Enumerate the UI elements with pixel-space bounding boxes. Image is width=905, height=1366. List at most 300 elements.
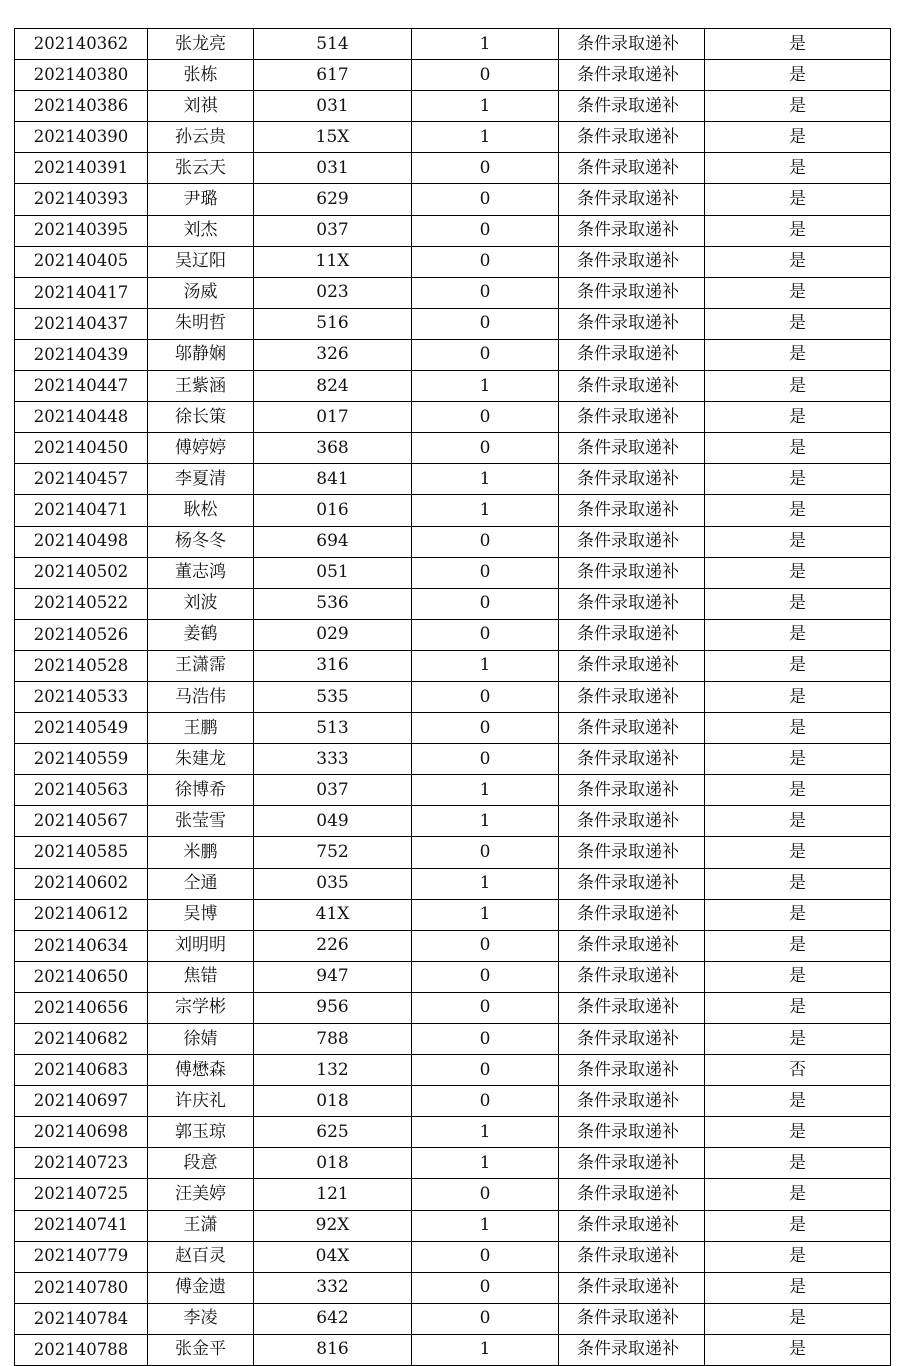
table-body	[15, 29, 891, 1366]
student-id-cell: 202140457	[15, 464, 148, 495]
id-suffix-cell: 788	[254, 1024, 412, 1055]
student-id-cell: 202140528	[15, 650, 148, 681]
name-cell: 赵百灵	[148, 1241, 254, 1272]
student-id-cell: 202140549	[15, 713, 148, 744]
status-cell: 是	[705, 1210, 891, 1241]
status-cell: 是	[705, 277, 891, 308]
id-suffix-cell: 516	[254, 308, 412, 339]
admission-type-cell: 条件录取递补	[559, 1303, 705, 1334]
table-row	[15, 464, 891, 495]
id-suffix-cell: 535	[254, 681, 412, 712]
name-cell: 宗学彬	[148, 992, 254, 1023]
table-row	[15, 1117, 891, 1148]
student-id-cell: 202140390	[15, 122, 148, 153]
name-cell: 傅婷婷	[148, 433, 254, 464]
table-row	[15, 29, 891, 60]
student-id-cell: 202140498	[15, 526, 148, 557]
status-cell: 是	[705, 1334, 891, 1365]
table-row	[15, 588, 891, 619]
status-cell: 是	[705, 1117, 891, 1148]
name-cell: 刘祺	[148, 91, 254, 122]
name-cell: 杨冬冬	[148, 526, 254, 557]
admission-type-cell: 条件录取递补	[559, 1086, 705, 1117]
id-suffix-cell: 514	[254, 29, 412, 60]
table-row	[15, 1272, 891, 1303]
student-id-cell: 202140602	[15, 868, 148, 899]
admission-type-cell: 条件录取递补	[559, 464, 705, 495]
id-suffix-cell: 031	[254, 91, 412, 122]
flag-cell: 1	[412, 868, 559, 899]
table-row	[15, 713, 891, 744]
name-cell: 米鹏	[148, 837, 254, 868]
admission-type-cell: 条件录取递补	[559, 961, 705, 992]
table-row	[15, 806, 891, 837]
student-id-cell: 202140559	[15, 744, 148, 775]
flag-cell: 1	[412, 371, 559, 402]
name-cell: 徐长策	[148, 402, 254, 433]
flag-cell: 0	[412, 246, 559, 277]
admission-type-cell: 条件录取递补	[559, 650, 705, 681]
id-suffix-cell: 617	[254, 60, 412, 91]
status-cell: 是	[705, 1024, 891, 1055]
status-cell: 是	[705, 930, 891, 961]
name-cell: 朱建龙	[148, 744, 254, 775]
status-cell: 是	[705, 744, 891, 775]
status-cell: 是	[705, 91, 891, 122]
table-row	[15, 1210, 891, 1241]
name-cell: 李夏清	[148, 464, 254, 495]
id-suffix-cell: 016	[254, 495, 412, 526]
id-suffix-cell: 132	[254, 1055, 412, 1086]
student-id-cell: 202140567	[15, 806, 148, 837]
name-cell: 王潇	[148, 1210, 254, 1241]
student-id-cell: 202140780	[15, 1272, 148, 1303]
table-row	[15, 1334, 891, 1365]
name-cell: 邬静娴	[148, 339, 254, 370]
student-id-cell: 202140533	[15, 681, 148, 712]
table-row	[15, 961, 891, 992]
name-cell: 段意	[148, 1148, 254, 1179]
admission-type-cell: 条件录取递补	[559, 930, 705, 961]
name-cell: 董志鸿	[148, 557, 254, 588]
table-row	[15, 371, 891, 402]
student-id-cell: 202140391	[15, 153, 148, 184]
status-cell: 是	[705, 433, 891, 464]
flag-cell: 0	[412, 557, 559, 588]
id-suffix-cell: 316	[254, 650, 412, 681]
status-cell: 是	[705, 713, 891, 744]
id-suffix-cell: 049	[254, 806, 412, 837]
document-page	[14, 28, 890, 1366]
admission-type-cell: 条件录取递补	[559, 868, 705, 899]
status-cell: 是	[705, 184, 891, 215]
table-row	[15, 557, 891, 588]
status-cell: 是	[705, 588, 891, 619]
admission-type-cell: 条件录取递补	[559, 122, 705, 153]
name-cell: 许庆礼	[148, 1086, 254, 1117]
student-id-cell: 202140526	[15, 619, 148, 650]
id-suffix-cell: 332	[254, 1272, 412, 1303]
table-row	[15, 681, 891, 712]
flag-cell: 1	[412, 1210, 559, 1241]
admission-type-cell: 条件录取递补	[559, 495, 705, 526]
name-cell: 李凌	[148, 1303, 254, 1334]
student-id-cell: 202140417	[15, 277, 148, 308]
admission-type-cell: 条件录取递补	[559, 1117, 705, 1148]
flag-cell: 0	[412, 433, 559, 464]
id-suffix-cell: 326	[254, 339, 412, 370]
student-id-cell: 202140380	[15, 60, 148, 91]
admission-type-cell: 条件录取递补	[559, 1148, 705, 1179]
status-cell: 是	[705, 402, 891, 433]
status-cell: 是	[705, 1303, 891, 1334]
id-suffix-cell: 642	[254, 1303, 412, 1334]
student-id-cell: 202140725	[15, 1179, 148, 1210]
flag-cell: 1	[412, 1148, 559, 1179]
flag-cell: 0	[412, 1241, 559, 1272]
name-cell: 仝通	[148, 868, 254, 899]
flag-cell: 0	[412, 308, 559, 339]
status-cell: 是	[705, 29, 891, 60]
name-cell: 徐婧	[148, 1024, 254, 1055]
admission-type-cell: 条件录取递补	[559, 1055, 705, 1086]
name-cell: 马浩伟	[148, 681, 254, 712]
id-suffix-cell: 017	[254, 402, 412, 433]
flag-cell: 0	[412, 1086, 559, 1117]
name-cell: 吴博	[148, 899, 254, 930]
name-cell: 朱明哲	[148, 308, 254, 339]
status-cell: 是	[705, 526, 891, 557]
student-id-cell: 202140682	[15, 1024, 148, 1055]
name-cell: 张莹雪	[148, 806, 254, 837]
name-cell: 汪美婷	[148, 1179, 254, 1210]
admission-type-cell: 条件录取递补	[559, 744, 705, 775]
flag-cell: 0	[412, 930, 559, 961]
name-cell: 汤威	[148, 277, 254, 308]
table-row	[15, 495, 891, 526]
student-id-cell: 202140683	[15, 1055, 148, 1086]
table-row	[15, 60, 891, 91]
id-suffix-cell: 11X	[254, 246, 412, 277]
status-cell: 是	[705, 246, 891, 277]
student-id-cell: 202140698	[15, 1117, 148, 1148]
status-cell: 是	[705, 308, 891, 339]
student-id-cell: 202140697	[15, 1086, 148, 1117]
admission-type-cell: 条件录取递补	[559, 837, 705, 868]
table-row	[15, 1241, 891, 1272]
student-id-cell: 202140395	[15, 215, 148, 246]
admission-type-cell: 条件录取递补	[559, 339, 705, 370]
name-cell: 郭玉琼	[148, 1117, 254, 1148]
name-cell: 傅懋森	[148, 1055, 254, 1086]
id-suffix-cell: 41X	[254, 899, 412, 930]
table-row	[15, 650, 891, 681]
id-suffix-cell: 029	[254, 619, 412, 650]
table-row	[15, 526, 891, 557]
status-cell: 是	[705, 681, 891, 712]
name-cell: 王紫涵	[148, 371, 254, 402]
table-row	[15, 215, 891, 246]
admission-type-cell: 条件录取递补	[559, 1210, 705, 1241]
id-suffix-cell: 333	[254, 744, 412, 775]
admission-type-cell: 条件录取递补	[559, 215, 705, 246]
id-suffix-cell: 625	[254, 1117, 412, 1148]
admission-type-cell: 条件录取递补	[559, 433, 705, 464]
student-id-cell: 202140650	[15, 961, 148, 992]
student-id-cell: 202140386	[15, 91, 148, 122]
status-cell: 是	[705, 899, 891, 930]
status-cell: 是	[705, 215, 891, 246]
flag-cell: 1	[412, 650, 559, 681]
status-cell: 是	[705, 806, 891, 837]
table-row	[15, 246, 891, 277]
id-suffix-cell: 368	[254, 433, 412, 464]
student-id-cell: 202140362	[15, 29, 148, 60]
flag-cell: 1	[412, 29, 559, 60]
flag-cell: 1	[412, 1117, 559, 1148]
id-suffix-cell: 947	[254, 961, 412, 992]
name-cell: 刘波	[148, 588, 254, 619]
table-row	[15, 1024, 891, 1055]
status-cell: 否	[705, 1055, 891, 1086]
table-row	[15, 1055, 891, 1086]
status-cell: 是	[705, 495, 891, 526]
status-cell: 是	[705, 1086, 891, 1117]
name-cell: 焦错	[148, 961, 254, 992]
flag-cell: 0	[412, 619, 559, 650]
admission-type-cell: 条件录取递补	[559, 371, 705, 402]
flag-cell: 0	[412, 744, 559, 775]
admission-type-cell: 条件录取递补	[559, 899, 705, 930]
table-row	[15, 153, 891, 184]
table-row	[15, 868, 891, 899]
flag-cell: 0	[412, 1055, 559, 1086]
student-id-cell: 202140784	[15, 1303, 148, 1334]
student-id-cell: 202140612	[15, 899, 148, 930]
admission-type-cell: 条件录取递补	[559, 681, 705, 712]
id-suffix-cell: 035	[254, 868, 412, 899]
flag-cell: 0	[412, 153, 559, 184]
flag-cell: 0	[412, 1179, 559, 1210]
flag-cell: 0	[412, 1024, 559, 1055]
status-cell: 是	[705, 650, 891, 681]
flag-cell: 0	[412, 277, 559, 308]
student-id-cell: 202140656	[15, 992, 148, 1023]
status-cell: 是	[705, 1272, 891, 1303]
status-cell: 是	[705, 868, 891, 899]
flag-cell: 1	[412, 122, 559, 153]
table-row	[15, 1179, 891, 1210]
status-cell: 是	[705, 1148, 891, 1179]
id-suffix-cell: 037	[254, 215, 412, 246]
id-suffix-cell: 121	[254, 1179, 412, 1210]
table-row	[15, 339, 891, 370]
status-cell: 是	[705, 339, 891, 370]
student-id-cell: 202140723	[15, 1148, 148, 1179]
student-id-cell: 202140437	[15, 308, 148, 339]
student-id-cell: 202140788	[15, 1334, 148, 1365]
status-cell: 是	[705, 60, 891, 91]
flag-cell: 0	[412, 1303, 559, 1334]
table-row	[15, 930, 891, 961]
table-row	[15, 122, 891, 153]
name-cell: 张云天	[148, 153, 254, 184]
admission-type-cell: 条件录取递补	[559, 29, 705, 60]
status-cell: 是	[705, 153, 891, 184]
id-suffix-cell: 018	[254, 1148, 412, 1179]
status-cell: 是	[705, 557, 891, 588]
status-cell: 是	[705, 1241, 891, 1272]
student-id-cell: 202140450	[15, 433, 148, 464]
name-cell: 刘明明	[148, 930, 254, 961]
table-row	[15, 308, 891, 339]
id-suffix-cell: 513	[254, 713, 412, 744]
table-row	[15, 1303, 891, 1334]
admission-type-cell: 条件录取递补	[559, 308, 705, 339]
name-cell: 王鹏	[148, 713, 254, 744]
admission-type-cell: 条件录取递补	[559, 402, 705, 433]
table-row	[15, 837, 891, 868]
name-cell: 尹璐	[148, 184, 254, 215]
flag-cell: 0	[412, 1272, 559, 1303]
table-row	[15, 744, 891, 775]
flag-cell: 0	[412, 526, 559, 557]
admission-type-cell: 条件录取递补	[559, 91, 705, 122]
flag-cell: 0	[412, 215, 559, 246]
status-cell: 是	[705, 837, 891, 868]
table-row	[15, 1148, 891, 1179]
table-row	[15, 899, 891, 930]
status-cell: 是	[705, 992, 891, 1023]
student-id-cell: 202140447	[15, 371, 148, 402]
flag-cell: 1	[412, 495, 559, 526]
flag-cell: 0	[412, 961, 559, 992]
admission-type-cell: 条件录取递补	[559, 806, 705, 837]
name-cell: 徐博希	[148, 775, 254, 806]
admission-type-cell: 条件录取递补	[559, 526, 705, 557]
name-cell: 张龙亮	[148, 29, 254, 60]
student-id-cell: 202140439	[15, 339, 148, 370]
admission-type-cell: 条件录取递补	[559, 588, 705, 619]
flag-cell: 0	[412, 339, 559, 370]
student-id-cell: 202140448	[15, 402, 148, 433]
admission-type-cell: 条件录取递补	[559, 277, 705, 308]
id-suffix-cell: 92X	[254, 1210, 412, 1241]
status-cell: 是	[705, 775, 891, 806]
admission-type-cell: 条件录取递补	[559, 1334, 705, 1365]
table-row	[15, 619, 891, 650]
flag-cell: 0	[412, 588, 559, 619]
flag-cell: 0	[412, 184, 559, 215]
flag-cell: 1	[412, 1334, 559, 1365]
id-suffix-cell: 031	[254, 153, 412, 184]
name-cell: 耿松	[148, 495, 254, 526]
admission-type-cell: 条件录取递补	[559, 1272, 705, 1303]
status-cell: 是	[705, 122, 891, 153]
name-cell: 傅金遗	[148, 1272, 254, 1303]
status-cell: 是	[705, 619, 891, 650]
student-id-cell: 202140741	[15, 1210, 148, 1241]
flag-cell: 0	[412, 837, 559, 868]
id-suffix-cell: 752	[254, 837, 412, 868]
id-suffix-cell: 037	[254, 775, 412, 806]
id-suffix-cell: 051	[254, 557, 412, 588]
status-cell: 是	[705, 961, 891, 992]
flag-cell: 1	[412, 464, 559, 495]
id-suffix-cell: 841	[254, 464, 412, 495]
table-row	[15, 277, 891, 308]
flag-cell: 0	[412, 992, 559, 1023]
table-row	[15, 992, 891, 1023]
student-id-cell: 202140522	[15, 588, 148, 619]
name-cell: 吴辽阳	[148, 246, 254, 277]
student-id-cell: 202140405	[15, 246, 148, 277]
admission-type-cell: 条件录取递补	[559, 619, 705, 650]
flag-cell: 0	[412, 402, 559, 433]
admission-type-cell: 条件录取递补	[559, 713, 705, 744]
admission-type-cell: 条件录取递补	[559, 557, 705, 588]
student-id-cell: 202140393	[15, 184, 148, 215]
name-cell: 张金平	[148, 1334, 254, 1365]
id-suffix-cell: 226	[254, 930, 412, 961]
name-cell: 王潇霈	[148, 650, 254, 681]
admission-type-cell: 条件录取递补	[559, 184, 705, 215]
name-cell: 刘杰	[148, 215, 254, 246]
flag-cell: 1	[412, 899, 559, 930]
id-suffix-cell: 04X	[254, 1241, 412, 1272]
id-suffix-cell: 694	[254, 526, 412, 557]
student-id-cell: 202140563	[15, 775, 148, 806]
admission-type-cell: 条件录取递补	[559, 775, 705, 806]
flag-cell: 0	[412, 681, 559, 712]
name-cell: 张栋	[148, 60, 254, 91]
admission-type-cell: 条件录取递补	[559, 992, 705, 1023]
table-row	[15, 402, 891, 433]
flag-cell: 1	[412, 775, 559, 806]
id-suffix-cell: 023	[254, 277, 412, 308]
admission-type-cell: 条件录取递补	[559, 1241, 705, 1272]
student-id-cell: 202140471	[15, 495, 148, 526]
table-row	[15, 1086, 891, 1117]
table-row	[15, 433, 891, 464]
flag-cell: 1	[412, 806, 559, 837]
id-suffix-cell: 536	[254, 588, 412, 619]
status-cell: 是	[705, 1179, 891, 1210]
table-row	[15, 775, 891, 806]
student-id-cell: 202140634	[15, 930, 148, 961]
id-suffix-cell: 816	[254, 1334, 412, 1365]
student-id-cell: 202140502	[15, 557, 148, 588]
name-cell: 孙云贵	[148, 122, 254, 153]
status-cell: 是	[705, 371, 891, 402]
id-suffix-cell: 15X	[254, 122, 412, 153]
id-suffix-cell: 629	[254, 184, 412, 215]
flag-cell: 0	[412, 60, 559, 91]
admission-type-cell: 条件录取递补	[559, 1024, 705, 1055]
status-cell: 是	[705, 464, 891, 495]
admission-type-cell: 条件录取递补	[559, 246, 705, 277]
id-suffix-cell: 824	[254, 371, 412, 402]
admission-type-cell: 条件录取递补	[559, 60, 705, 91]
name-cell: 姜鹤	[148, 619, 254, 650]
table-row	[15, 91, 891, 122]
admission-type-cell: 条件录取递补	[559, 1179, 705, 1210]
admission-type-cell: 条件录取递补	[559, 153, 705, 184]
student-id-cell: 202140585	[15, 837, 148, 868]
id-suffix-cell: 018	[254, 1086, 412, 1117]
admission-roster-table	[14, 28, 891, 1366]
table-row	[15, 184, 891, 215]
